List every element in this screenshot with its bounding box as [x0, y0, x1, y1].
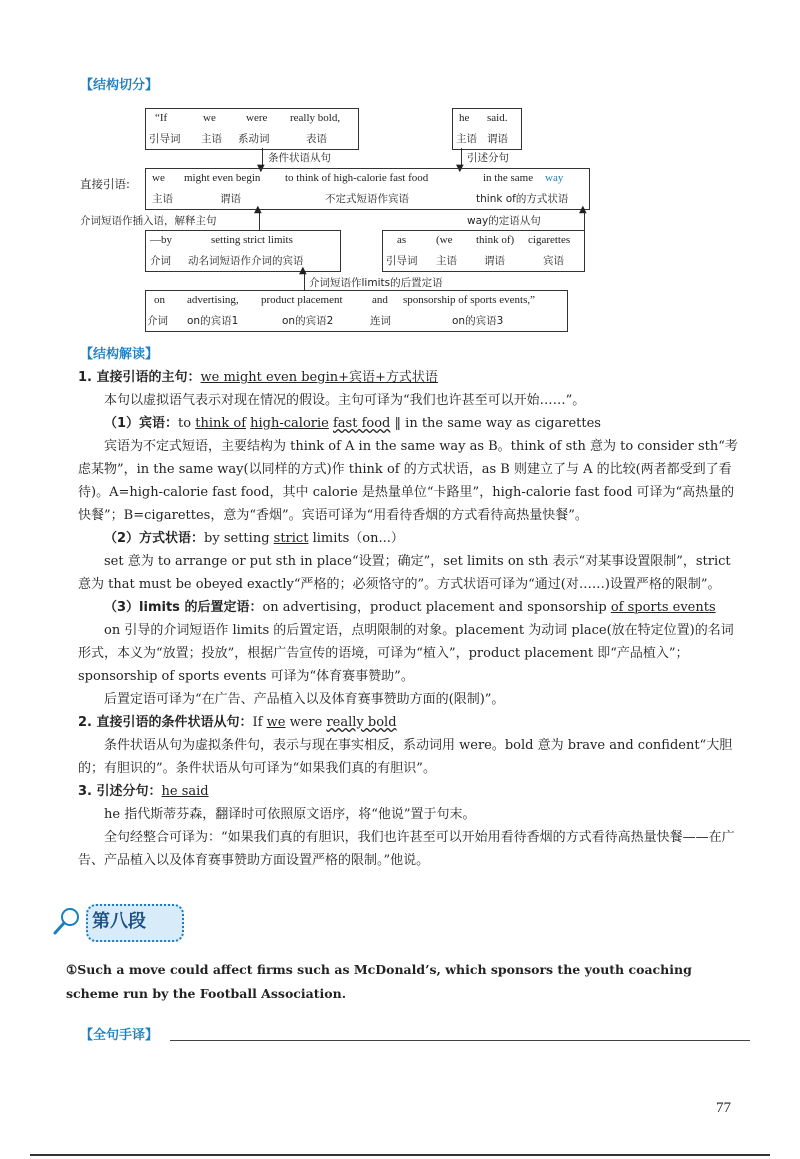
- bottom-rule: [30, 1154, 770, 1156]
- role-gerund-object: 动名词短语作介词的宾语: [188, 255, 304, 267]
- word-and: and: [372, 294, 388, 306]
- word-think-of: think of): [476, 234, 515, 246]
- role-predicate: 谓语: [487, 133, 508, 145]
- caption-reporting: 引述分句: [467, 152, 509, 164]
- translation-blank-line[interactable]: [170, 1040, 750, 1041]
- word-infinitive-object: to think of high-calorie fast food: [285, 172, 429, 184]
- paragraph: 本句以虚拟语气表示对现在情况的假设。主句可译为“我们也许甚至可以开始……”。: [104, 393, 586, 408]
- role-predicative: 表语: [306, 133, 327, 145]
- role-preposition: 介词: [147, 315, 168, 327]
- role-on-object-2: on的宾语2: [282, 315, 334, 327]
- caption-conditional: 条件状语从句: [268, 152, 331, 164]
- role-preposition: 介词: [150, 255, 171, 267]
- word-we: we: [203, 112, 216, 124]
- role-predicate: 谓语: [484, 255, 505, 267]
- word-we: (we: [436, 234, 453, 246]
- role-subject: 主语: [152, 193, 173, 205]
- subheading-object: （1）宾语：to think of high-calorie fast food ‖ in the same way as cigarettes: [104, 416, 601, 431]
- word-in-the-same: in the same: [483, 172, 534, 184]
- role-introducer: 引导词: [386, 255, 418, 267]
- translation-label: 【全句手译】: [80, 1028, 159, 1043]
- word-as: as: [397, 234, 407, 246]
- page-number: 77: [716, 1100, 731, 1116]
- role-conjunction: 连词: [370, 315, 391, 327]
- paragraph: 条件状语从句为虚拟条件句，表示与现在事实相反，系动词用 were。bold 意为 brave and confident“大胆的；有胆识的”。条件状语从句可译为“如果我们真的有胆识”。: [78, 738, 733, 776]
- word-we: we: [152, 172, 165, 184]
- word-cigarettes: cigarettes: [528, 234, 571, 246]
- arrow-up-icon: ▲: [579, 204, 587, 215]
- structure-split-label: 【结构切分】: [80, 78, 159, 93]
- role-object: 宾语: [543, 255, 564, 267]
- role-on-object-1: on的宾语1: [187, 315, 239, 327]
- paragraph: on 引导的介词短语作 limits 的后置定语，点明限制的对象。placement 为动词 place(放在特定位置)的名词形式，本义为“放置；投放”，根据广告宣传的语境，可译为“植入”，product placement 即“产品植入”；sponsorship of sports events 可译为“体育赛事赞助”。: [78, 623, 734, 684]
- paragraph: set 意为 to arrange or put sth in place“设置；确定”，set limits on sth 表示“对某事设置限制”，strict 意为 that must be obeyed exactly“严格的；必须恪守的”。方式状语可译为“通过(对……)设置严格的限制”。: [78, 554, 731, 592]
- paragraph: 后置定语可译为“在广告、产品植入以及体育赛事赞助方面的(限制)”。: [104, 692, 505, 707]
- arrow-down-icon: ▼: [257, 163, 265, 174]
- word-on: on: [154, 294, 165, 306]
- word-setting-strict-limits: setting strict limits: [211, 234, 293, 246]
- structure-analysis-label: 【结构解读】: [80, 347, 159, 362]
- role-on-object-3: on的宾语3: [452, 315, 504, 327]
- arrow-up-icon: ▲: [254, 204, 262, 215]
- role-subject: 主语: [201, 133, 222, 145]
- arrow-up-icon: ▲: [299, 265, 307, 276]
- role-subject: 主语: [456, 133, 477, 145]
- word-might-even-begin: might even begin: [184, 172, 261, 184]
- word-were: were: [246, 112, 268, 124]
- role-subject: 主语: [436, 255, 457, 267]
- word-if: “If: [155, 112, 168, 124]
- parenthetical-note: 介词短语作插入语，解释主句: [80, 215, 217, 227]
- subheading-postmodifier: （3）limits 的后置定语：on advertising，product placement and sponsorship of sports events: [104, 600, 716, 615]
- paragraph-heading: 第八段: [92, 911, 146, 932]
- word-way: way: [545, 172, 564, 184]
- direct-quote-label: 直接引语:: [80, 177, 130, 191]
- word-sponsorship: sponsorship of sports events,”: [403, 294, 535, 306]
- word-advertising: advertising,: [187, 294, 239, 306]
- role-introducer: 引导词: [149, 133, 181, 145]
- word-said: said.: [487, 112, 508, 124]
- source-sentence: ①Such a move could affect firms such as McDonald’s, which sponsors the youth coaching scheme run by the Football Association.: [66, 962, 692, 1001]
- postmodifier-caption: 介词短语作limits的后置定语: [309, 277, 443, 289]
- heading-conditional: 2. 直接引语的条件状语从句：If we were really bold: [78, 715, 397, 730]
- role-linking-verb: 系动词: [238, 133, 270, 145]
- connector-line: [304, 274, 305, 290]
- subheading-manner: （2）方式状语：by setting strict limits（on...）: [104, 531, 404, 546]
- heading-reporting: 3. 引述分句：he said: [78, 784, 209, 799]
- heading-main-clause: 1. 直接引语的主句：we might even begin+宾语+方式状语: [78, 370, 438, 385]
- role-infinitive-object: 不定式短语作宾语: [325, 193, 409, 205]
- paragraph: 宾语为不定式短语，主要结构为 think of A in the same way as B。think of sth 意为 to consider sth“考虑某物”，in the same way(以同样的方式)作 think of 的方式状语，as B 则建立了与 A 的比较(两者都受到了看待)。A=high-calorie fast food，其中 calorie 是热量单位“卡路里”，high-calorie fast food 可译为“高热量的快餐”；B=cigarettes，意为“香烟”。宾语可译为“用看待香烟的方式看待高热量快餐”。: [78, 439, 738, 523]
- word-by: —by: [150, 234, 172, 246]
- word-really-bold: really bold,: [290, 112, 341, 124]
- paragraph: 全句经整合可译为：“如果我们真的有胆识，我们也许甚至可以开始用看待香烟的方式看待高热量快餐——在广告、产品植入以及体育赛事赞助方面设置严格的限制。”他说。: [78, 830, 735, 868]
- attributive-clause-note: way的定语从句: [467, 215, 541, 227]
- magnifier-icon: [52, 905, 82, 941]
- word-product-placement: product placement: [261, 294, 343, 306]
- word-he: he: [459, 112, 470, 124]
- arrow-down-icon: ▼: [456, 163, 464, 174]
- role-manner-adverbial: think of的方式状语: [476, 193, 569, 205]
- role-predicate: 谓语: [220, 193, 241, 205]
- paragraph: he 指代斯蒂芬森，翻译时可依照原文语序，将“他说”置于句末。: [104, 807, 476, 822]
